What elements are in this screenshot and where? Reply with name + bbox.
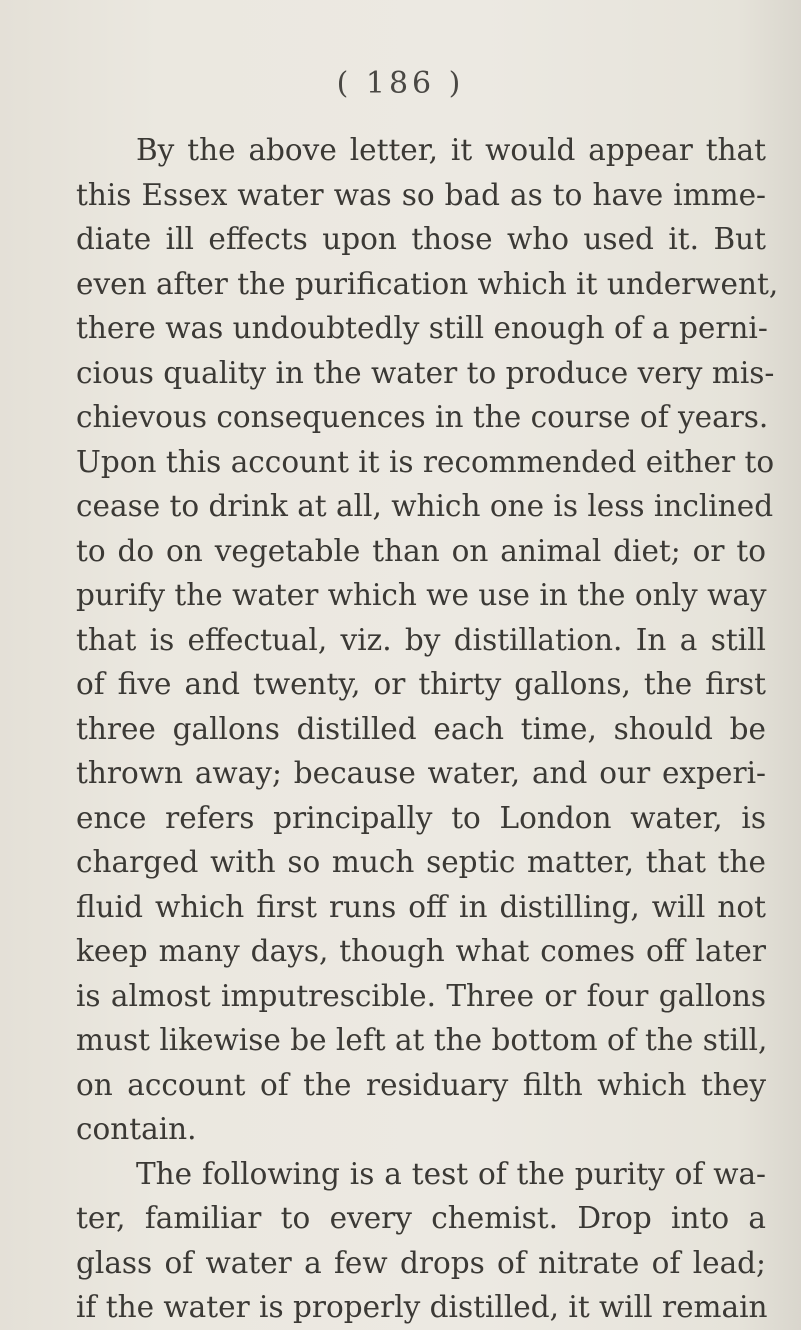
text-line: keep many days, though what comes off later: [76, 934, 766, 968]
text-line: must likewise be left at the bottom of the still,: [76, 1023, 768, 1057]
page-number: ( 186 ): [336, 66, 465, 101]
text-line: even after the purification which it underwent,: [76, 266, 779, 301]
text-line: Upon this account it is recommended either to: [76, 444, 775, 479]
text-line: charged with so much septic matter, that the: [76, 845, 766, 879]
text-line: of five and twenty, or thirty gallons, the first: [76, 667, 766, 701]
text-line: that is effectual, viz. by distillation. In a still: [76, 622, 766, 657]
text-line: cious quality in the water to produce very mis-: [76, 355, 775, 390]
text-line: thrown away; because water, and our experi-: [76, 756, 766, 790]
text-line: there was undoubtedly still enough of a perni-: [76, 311, 768, 345]
text-line: fluid which first runs off in distilling, will not: [76, 889, 766, 924]
text-line: By the above letter, it would appear that: [136, 133, 766, 167]
text-line: purify the water which we use in the only way: [76, 578, 767, 612]
text-line: contain.: [76, 1112, 197, 1146]
text-line: glass of water a few drops of nitrate of lead;: [76, 1245, 766, 1280]
text-line: if the water is properly distilled, it will remain: [76, 1290, 768, 1324]
text-line: The following is a test of the purity of wa-: [136, 1156, 766, 1191]
text-block: [76, 128, 779, 1330]
text-line: is almost imputrescible. Three or four gallons: [76, 978, 766, 1013]
text-line: ter, familiar to every chemist. Drop into a: [76, 1201, 766, 1235]
text-line: three gallons distilled each time, should be: [76, 711, 766, 746]
text-line: ence refers principally to London water, is: [76, 800, 766, 835]
text-line: chievous consequences in the course of years.: [76, 400, 769, 434]
text-line: cease to drink at all, which one is less inclined: [76, 489, 774, 523]
text-line: diate ill effects upon those who used it. But: [76, 222, 766, 256]
text-line: to do on vegetable than on animal diet; or to: [76, 533, 766, 568]
text-line: this Essex water was so bad as to have imme-: [76, 177, 766, 212]
text-line: on account of the residuary filth which they: [76, 1067, 766, 1102]
